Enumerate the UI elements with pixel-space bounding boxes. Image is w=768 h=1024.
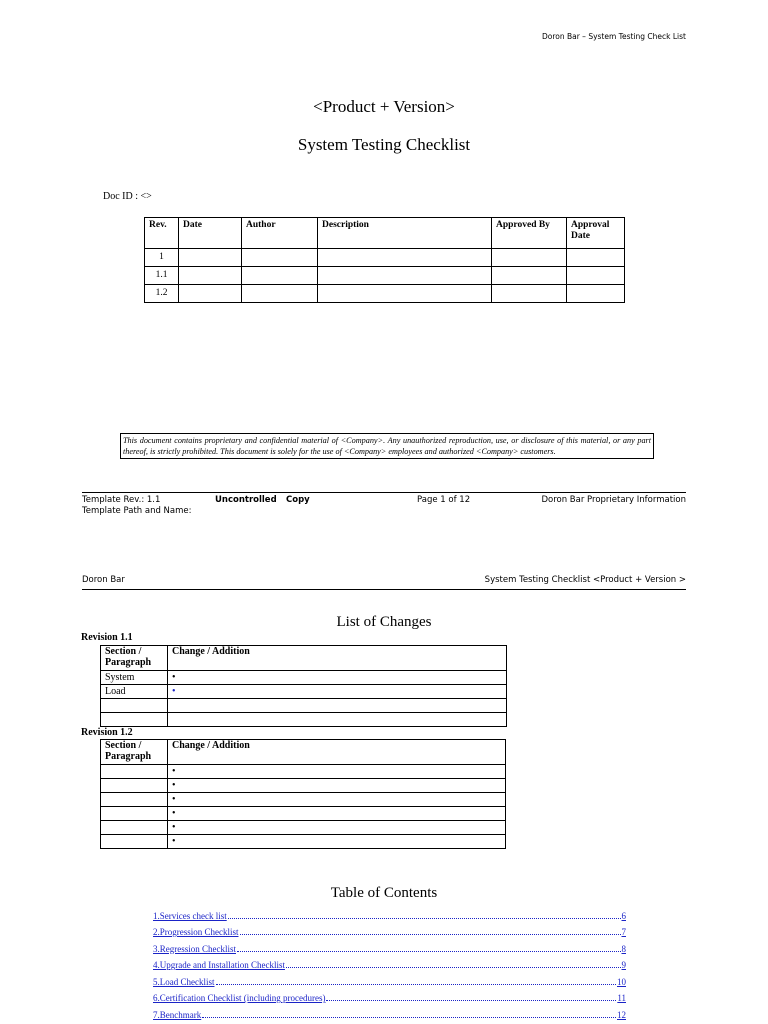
revision-cell xyxy=(318,285,492,303)
product-title: <Product + Version> xyxy=(313,97,455,116)
page-header-right: Doron Bar – System Testing Check List xyxy=(541,32,686,41)
toc-entry-title[interactable]: 2.Progression Checklist xyxy=(153,927,239,937)
section-cell xyxy=(101,807,168,821)
toc-entry[interactable] xyxy=(153,970,626,987)
revision-cell xyxy=(318,267,492,285)
revision-row xyxy=(145,285,625,303)
change-cell xyxy=(168,713,507,727)
changes-table-header xyxy=(101,740,506,765)
revision-cell xyxy=(567,249,625,267)
doc-id: Doc ID : <> xyxy=(103,191,152,202)
revision-row xyxy=(145,249,625,267)
revision-cell: 1 xyxy=(145,249,179,267)
toc-entry-page[interactable]: 7 xyxy=(621,927,626,937)
col-date: Date xyxy=(179,218,242,249)
changes-row xyxy=(101,671,507,685)
revision-cell xyxy=(242,285,318,303)
page2-header-right: System Testing Checklist <Product + Version > xyxy=(484,575,686,585)
revision-cell xyxy=(492,267,567,285)
changes-row xyxy=(101,779,506,793)
toc-entry-page[interactable]: 11 xyxy=(617,993,626,1003)
changes-row xyxy=(101,807,506,821)
col-description: Description xyxy=(318,218,492,249)
col-section: Section / Paragraph xyxy=(101,740,168,765)
toc-leader-dots xyxy=(228,918,621,919)
section-cell: System xyxy=(101,671,168,685)
col-approval-date: Approval Date xyxy=(567,218,625,249)
page2-header-left: Doron Bar xyxy=(82,575,125,585)
change-cell xyxy=(168,699,507,713)
toc-entry-title[interactable]: 5.Load Checklist xyxy=(153,976,215,987)
change-cell: • xyxy=(168,807,506,821)
toc-leader-dots xyxy=(326,1000,616,1001)
changes-row xyxy=(101,793,506,807)
section-cell xyxy=(101,835,168,849)
toc-leader-dots xyxy=(216,984,617,985)
revision-cell xyxy=(179,249,242,267)
toc-entry-title[interactable]: 6.Certification Checklist (including procedures) xyxy=(153,993,326,1003)
list-of-changes-title: List of Changes xyxy=(336,614,432,630)
toc-entry-page[interactable]: 10 xyxy=(617,976,626,987)
section-cell xyxy=(101,779,168,793)
revision-table-header xyxy=(145,218,625,249)
revision-1-2-label: Revision 1.2 xyxy=(81,727,133,738)
template-rev: Template Rev.: 1.1 xyxy=(82,495,161,505)
revision-row xyxy=(145,267,625,285)
revision-cell xyxy=(318,249,492,267)
changes-row xyxy=(101,713,507,727)
revision-table xyxy=(144,217,625,303)
revision-cell: 1.2 xyxy=(145,285,179,303)
changes-row xyxy=(101,821,506,835)
change-cell: • xyxy=(168,793,506,807)
revision-cell xyxy=(492,249,567,267)
toc-entry-page[interactable]: 9 xyxy=(621,960,626,970)
revision-cell xyxy=(567,285,625,303)
section-cell xyxy=(101,765,168,779)
changes-row xyxy=(101,685,507,699)
change-cell: • xyxy=(168,835,506,849)
proprietary-info: Doron Bar Proprietary Information xyxy=(541,495,686,505)
toc-leader-dots xyxy=(240,934,621,935)
copy-label: Copy xyxy=(286,495,310,505)
section-cell xyxy=(101,821,168,835)
toc-leader-dots xyxy=(202,1017,616,1018)
changes-table-rev-1-2 xyxy=(100,739,506,849)
template-path: Template Path and Name: xyxy=(82,506,192,516)
toc-entry-page[interactable]: 12 xyxy=(617,1009,626,1020)
table-of-contents xyxy=(153,904,626,1020)
col-section: Section / Paragraph xyxy=(101,646,168,671)
toc-entry-title[interactable]: 7.Benchmark xyxy=(153,1009,202,1020)
revision-cell xyxy=(492,285,567,303)
toc-entry[interactable] xyxy=(153,937,626,954)
change-cell: • xyxy=(168,821,506,835)
changes-table-rev-1-1 xyxy=(100,645,507,727)
toc-entry-page[interactable]: 6 xyxy=(621,910,626,921)
changes-table-header xyxy=(101,646,507,671)
change-cell: • xyxy=(168,685,507,699)
revision-cell xyxy=(242,249,318,267)
col-change: Change / Addition xyxy=(168,646,507,671)
section-cell xyxy=(101,713,168,727)
revision-1-1-label: Revision 1.1 xyxy=(81,632,133,643)
toc-entry-title[interactable]: 3.Regression Checklist xyxy=(153,943,236,954)
section-cell: Load xyxy=(101,685,168,699)
document-title: System Testing Checklist xyxy=(297,135,471,154)
change-cell: • xyxy=(168,765,506,779)
toc-entry-title[interactable]: 4.Upgrade and Installation Checklist xyxy=(153,960,285,970)
toc-entry[interactable] xyxy=(153,921,626,938)
col-change: Change / Addition xyxy=(168,740,506,765)
section-cell xyxy=(101,793,168,807)
col-rev: Rev. xyxy=(145,218,179,249)
toc-entry[interactable] xyxy=(153,954,626,971)
col-approved-by: Approved By xyxy=(492,218,567,249)
toc-entry-page[interactable]: 8 xyxy=(621,943,626,954)
revision-cell xyxy=(242,267,318,285)
changes-row xyxy=(101,835,506,849)
revision-cell xyxy=(179,267,242,285)
toc-title: Table of Contents xyxy=(330,885,438,901)
revision-cell: 1.1 xyxy=(145,267,179,285)
page-number: Page 1 of 12 xyxy=(417,495,471,505)
toc-entry[interactable] xyxy=(153,987,626,1004)
col-author: Author xyxy=(242,218,318,249)
toc-entry[interactable] xyxy=(153,904,626,921)
changes-row xyxy=(101,699,507,713)
change-cell: • xyxy=(168,671,507,685)
toc-leader-dots xyxy=(237,951,621,952)
footer-divider xyxy=(82,492,686,493)
revision-cell xyxy=(179,285,242,303)
change-cell: • xyxy=(168,779,506,793)
toc-entry[interactable] xyxy=(153,1003,626,1020)
uncontrolled-label: Uncontrolled xyxy=(215,495,277,505)
revision-cell xyxy=(567,267,625,285)
changes-row xyxy=(101,765,506,779)
section-cell xyxy=(101,699,168,713)
header-divider xyxy=(82,589,686,590)
confidentiality-notice: This document contains proprietary and confidential material of <Company>. Any unauthorized reproduction, use, or disclosure of this material, or any part thereof, is strictly prohibited. This document is solely for the use of <Company> employees and authorized <Company> customers. xyxy=(120,433,654,459)
toc-leader-dots xyxy=(286,967,621,968)
toc-entry-title[interactable]: 1.Services check list xyxy=(153,910,227,921)
